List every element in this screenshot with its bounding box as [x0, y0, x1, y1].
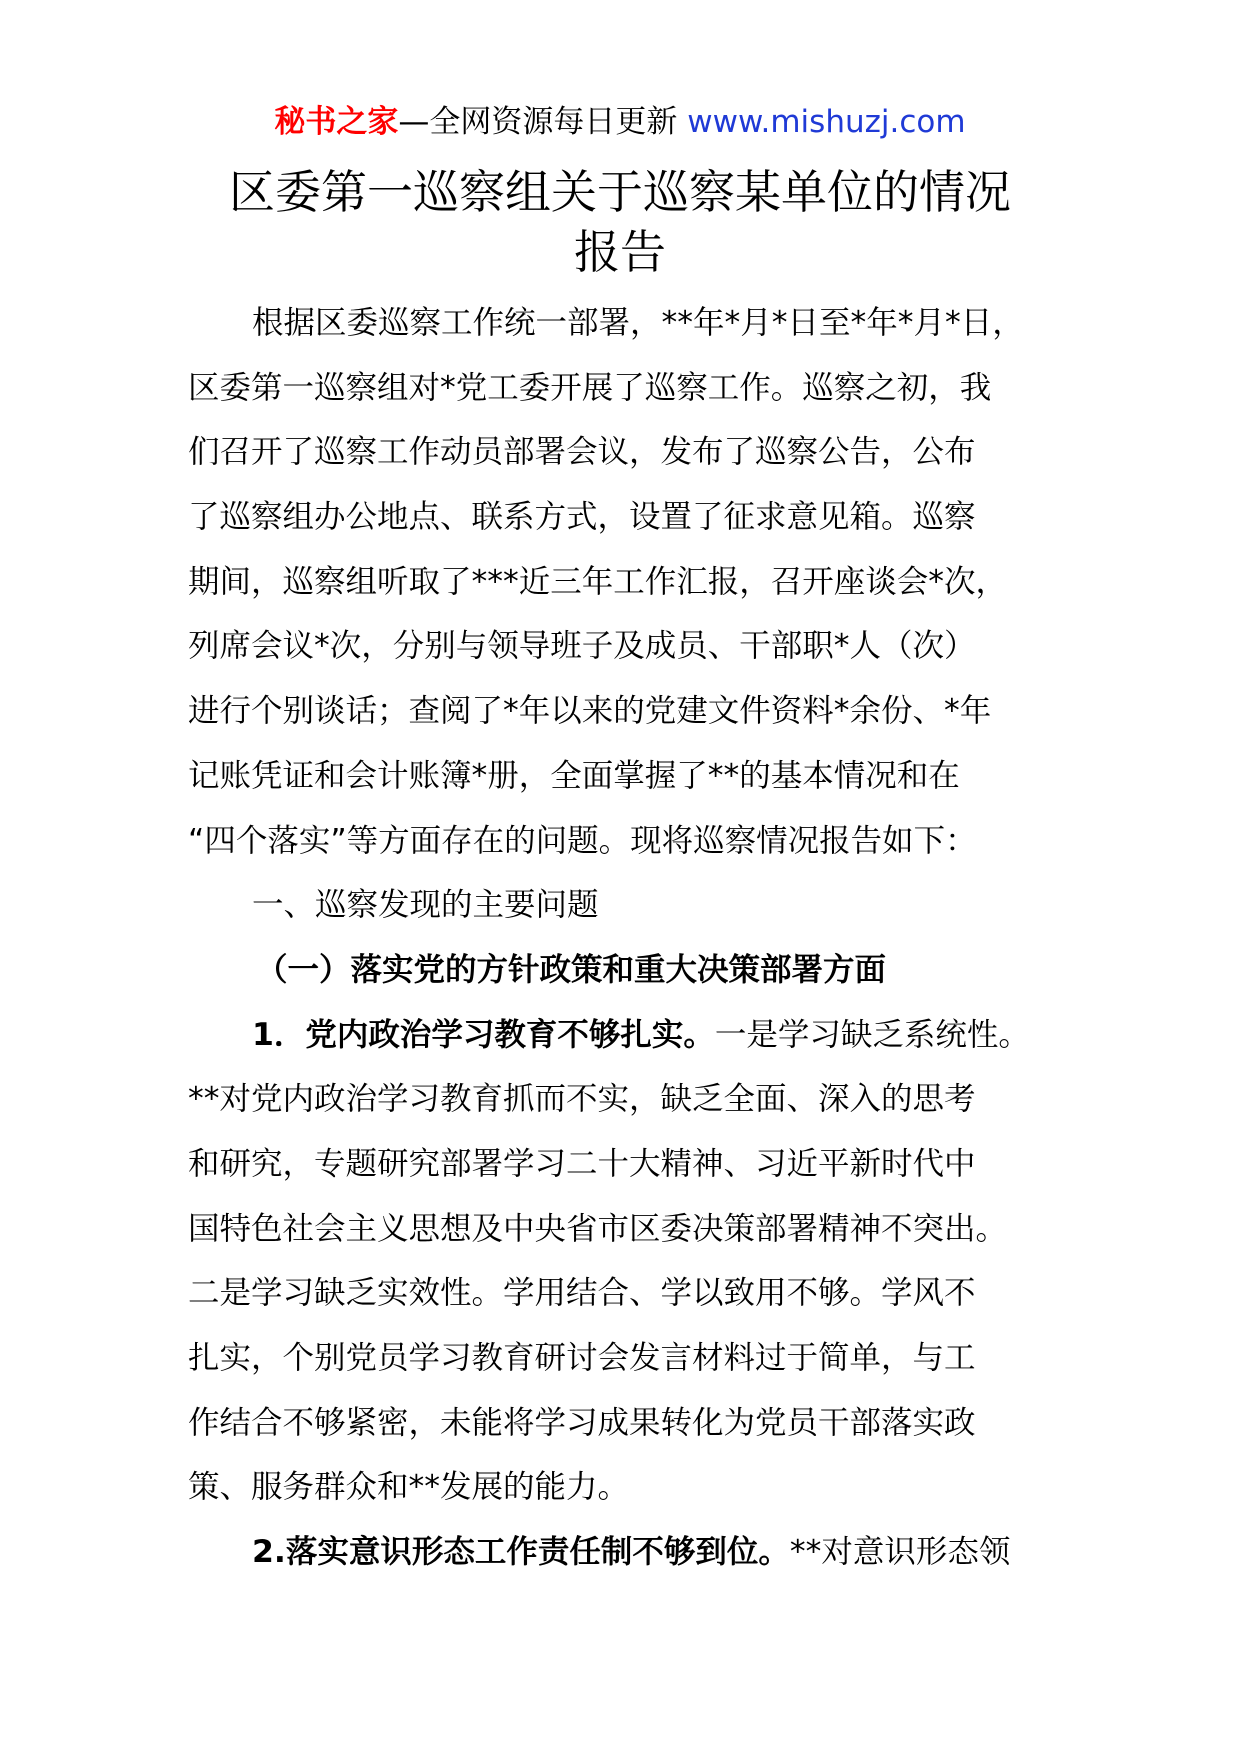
site-header [0, 100, 1240, 144]
intro-line: 进行个别谈话；查阅了*年以来的党建文件资料*余份、*年 [188, 693, 992, 730]
item-1-line: 二是学习缺乏实效性。学用结合、学以致用不够。学风不 [188, 1275, 976, 1312]
item-1-heading: 1．党内政治学习教育不够扎实。 [252, 1016, 715, 1053]
item-1-line: 扎实，个别党员学习教育研讨会发言材料过于简单，与工 [188, 1340, 976, 1376]
item-2-first-line-text: **对意识形态领 [789, 1534, 1011, 1571]
intro-line: 列席会议*次，分别与领导班子及成员、干部职*人（次） [188, 628, 976, 665]
item-1-first-line [188, 1003, 1060, 1068]
site-url-link[interactable]: www.mishuzj.com [687, 104, 966, 140]
item-1-line: **对党内政治学习教育抓而不实，缺乏全面、深入的思考 [188, 1081, 976, 1118]
title-line-1: 区委第一巡察组关于巡察某单位的情况 [229, 165, 1011, 219]
intro-line: 根据区委巡察工作统一部署，**年*月*日至*年*月*日， [252, 305, 1024, 341]
brand-name: 秘书之家 [274, 104, 399, 140]
item-2-first-line [188, 1520, 1060, 1585]
item-1-line: 国特色社会主义思想及中央省市区委决策部署精神不突出。 [188, 1210, 1008, 1247]
document-title [0, 162, 1240, 282]
intro-line: 区委第一巡察组对*党工委开展了巡察工作。巡察之初，我 [188, 369, 992, 406]
item-1-line: 和研究，专题研究部署学习二十大精神、习近平新时代中 [188, 1145, 976, 1182]
item-2-heading: 2.落实意识形态工作责任制不够到位。 [252, 1534, 790, 1571]
subsection-1-title: （一）落实党的方针政策和重大决策部署方面 [256, 951, 887, 988]
intro-line: 们召开了巡察工作动员部署会议，发布了巡察公告，公布 [188, 434, 976, 471]
item-1-first-line-text: 一是学习缺乏系统性。 [714, 1016, 1030, 1053]
intro-line: “四个落实”等方面存在的问题。现将巡察情况报告如下： [188, 822, 977, 859]
intro-line: 记账凭证和会计账簿*册，全面掌握了**的基本情况和在 [188, 757, 960, 794]
intro-line: 了巡察组办公地点、联系方式，设置了征求意见箱。巡察 [188, 499, 976, 536]
item-1-line: 作结合不够紧密，未能将学习成果转化为党员干部落实政 [188, 1404, 976, 1441]
header-slogan: —全网资源每日更新 [398, 104, 678, 140]
document-body [188, 291, 1060, 1585]
section-1-title: 一、巡察发现的主要问题 [252, 887, 599, 924]
title-line-2: 报告 [574, 225, 666, 279]
intro-line: 期间，巡察组听取了***近三年工作汇报，召开座谈会*次， [188, 563, 1008, 600]
item-1-line: 策、服务群众和**发展的能力。 [188, 1469, 630, 1506]
